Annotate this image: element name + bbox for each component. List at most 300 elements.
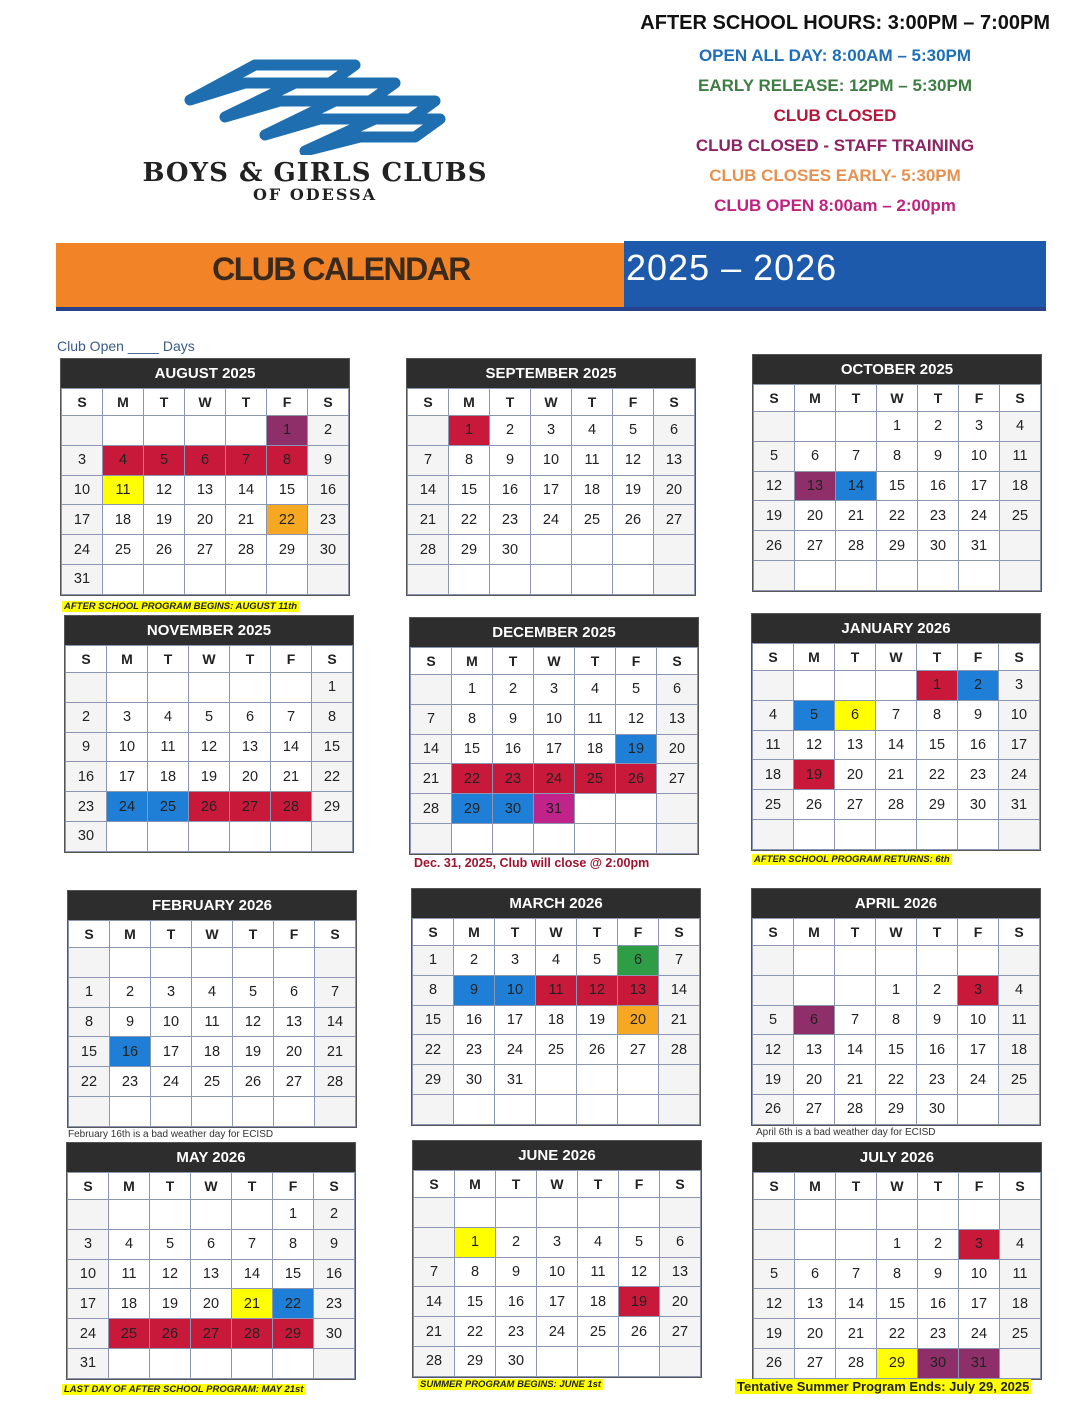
empty-day-cell bbox=[408, 416, 449, 446]
note-december: Dec. 31, 2025, Club will close @ 2:00pm bbox=[414, 856, 650, 870]
empty-day-cell bbox=[69, 1096, 110, 1126]
month-calendar bbox=[66, 1142, 356, 1380]
weekday-label: S bbox=[66, 646, 107, 673]
empty-day-cell bbox=[876, 946, 917, 976]
empty-day-cell bbox=[795, 412, 836, 442]
note-february: February 16th is a bad weather day for ECISD bbox=[68, 1129, 274, 1140]
day-cell: 4 bbox=[536, 946, 577, 976]
day-cell: 18 bbox=[103, 505, 144, 535]
weekday-label: T bbox=[151, 921, 192, 948]
empty-day-cell bbox=[958, 819, 999, 849]
empty-day-cell bbox=[191, 1348, 232, 1378]
weekday-label: T bbox=[495, 919, 536, 946]
day-cell: 10 bbox=[958, 1005, 999, 1035]
day-cell: 12 bbox=[619, 1257, 660, 1287]
month-calendar bbox=[411, 888, 701, 1126]
day-cell: 15 bbox=[312, 732, 353, 762]
weekday-label: T bbox=[496, 1171, 537, 1198]
day-cell: 23 bbox=[110, 1067, 151, 1097]
empty-day-cell bbox=[107, 821, 148, 851]
day-cell: 22 bbox=[312, 762, 353, 792]
empty-day-cell bbox=[918, 560, 959, 590]
day-cell: 9 bbox=[490, 445, 531, 475]
day-cell: 24 bbox=[534, 764, 575, 794]
day-cell: 25 bbox=[1000, 1319, 1041, 1349]
empty-day-cell bbox=[493, 823, 534, 853]
weekday-label: T bbox=[917, 919, 958, 946]
empty-day-cell bbox=[226, 416, 267, 446]
day-cell: 27 bbox=[795, 531, 836, 561]
day-cell: 5 bbox=[189, 702, 230, 732]
weekday-label: W bbox=[877, 1173, 918, 1200]
day-cell: 14 bbox=[414, 1287, 455, 1317]
day-cell: 20 bbox=[795, 501, 836, 531]
day-cell: 23 bbox=[496, 1317, 537, 1347]
day-cell: 28 bbox=[411, 794, 452, 824]
empty-day-cell bbox=[753, 975, 794, 1005]
day-cell: 13 bbox=[618, 975, 659, 1005]
day-cell: 20 bbox=[794, 1065, 835, 1095]
empty-day-cell bbox=[654, 535, 695, 565]
empty-day-cell bbox=[232, 1348, 273, 1378]
day-cell: 26 bbox=[794, 790, 835, 820]
day-cell: 12 bbox=[144, 475, 185, 505]
day-cell: 8 bbox=[413, 975, 454, 1005]
empty-day-cell bbox=[452, 823, 493, 853]
empty-day-cell bbox=[577, 1094, 618, 1124]
day-cell: 10 bbox=[68, 1259, 109, 1289]
day-cell: 23 bbox=[917, 1065, 958, 1095]
weekday-label: F bbox=[618, 919, 659, 946]
day-cell: 3 bbox=[495, 946, 536, 976]
day-cell: 8 bbox=[452, 704, 493, 734]
day-cell: 21 bbox=[226, 505, 267, 535]
day-cell: 1 bbox=[876, 975, 917, 1005]
empty-day-cell bbox=[274, 1096, 315, 1126]
empty-day-cell bbox=[958, 946, 999, 976]
day-cell: 13 bbox=[274, 1007, 315, 1037]
day-cell: 14 bbox=[876, 730, 917, 760]
weekday-label: S bbox=[413, 919, 454, 946]
day-cell: 24 bbox=[959, 1319, 1000, 1349]
day-cell: 15 bbox=[69, 1037, 110, 1067]
day-cell: 9 bbox=[918, 441, 959, 471]
day-cell: 16 bbox=[66, 762, 107, 792]
weekday-label: F bbox=[958, 644, 999, 671]
day-cell: 26 bbox=[144, 535, 185, 565]
day-cell: 9 bbox=[110, 1007, 151, 1037]
empty-day-cell bbox=[754, 412, 795, 442]
day-cell: 3 bbox=[151, 977, 192, 1007]
day-cell: 11 bbox=[1000, 1259, 1041, 1289]
empty-day-cell bbox=[414, 1227, 455, 1257]
empty-day-cell bbox=[876, 819, 917, 849]
day-cell: 6 bbox=[274, 977, 315, 1007]
empty-day-cell bbox=[572, 564, 613, 594]
day-cell: 9 bbox=[917, 1005, 958, 1035]
day-cell: 15 bbox=[455, 1287, 496, 1317]
banner-stripe bbox=[56, 307, 1046, 311]
day-cell: 8 bbox=[917, 700, 958, 730]
day-cell: 28 bbox=[232, 1319, 273, 1349]
empty-day-cell bbox=[918, 1200, 959, 1230]
month-title: APRIL 2026 bbox=[752, 889, 1040, 918]
day-cell: 4 bbox=[148, 702, 189, 732]
day-cell: 14 bbox=[835, 1035, 876, 1065]
day-cell: 17 bbox=[531, 475, 572, 505]
weekday-label: T bbox=[918, 1173, 959, 1200]
day-cell: 2 bbox=[308, 416, 349, 446]
weekday-label: T bbox=[572, 389, 613, 416]
day-cell: 14 bbox=[232, 1259, 273, 1289]
day-cell: 22 bbox=[455, 1317, 496, 1347]
club-logo bbox=[95, 55, 535, 215]
weekday-label: M bbox=[452, 648, 493, 675]
weekday-label: T bbox=[575, 648, 616, 675]
empty-day-cell bbox=[575, 823, 616, 853]
day-cell: 23 bbox=[66, 792, 107, 822]
weekday-label: F bbox=[271, 646, 312, 673]
day-cell: 13 bbox=[835, 730, 876, 760]
day-cell: 11 bbox=[578, 1257, 619, 1287]
empty-day-cell bbox=[795, 560, 836, 590]
weekday-label: S bbox=[659, 919, 700, 946]
month-title: JANUARY 2026 bbox=[752, 614, 1040, 643]
day-cell: 31 bbox=[62, 564, 103, 594]
day-cell: 30 bbox=[66, 821, 107, 851]
day-cell: 12 bbox=[577, 975, 618, 1005]
day-cell: 8 bbox=[267, 445, 308, 475]
day-cell: 18 bbox=[999, 1035, 1040, 1065]
day-cell: 7 bbox=[232, 1229, 273, 1259]
day-cell: 13 bbox=[185, 475, 226, 505]
note-january: AFTER SCHOOL PROGRAM RETURNS: 6th bbox=[754, 854, 950, 865]
day-cell: 23 bbox=[308, 505, 349, 535]
day-cell: 28 bbox=[836, 531, 877, 561]
day-cell: 14 bbox=[836, 471, 877, 501]
logo-subname: OF ODESSA bbox=[252, 185, 378, 204]
empty-day-cell bbox=[233, 948, 274, 978]
weekday-label: S bbox=[314, 1173, 355, 1200]
day-cell: 20 bbox=[185, 505, 226, 535]
calendar-title: CLUB CALENDAR bbox=[212, 251, 470, 287]
empty-day-cell bbox=[754, 1229, 795, 1259]
day-cell: 21 bbox=[411, 764, 452, 794]
day-cell: 8 bbox=[877, 441, 918, 471]
day-cell: 19 bbox=[150, 1289, 191, 1319]
day-cell: 5 bbox=[577, 946, 618, 976]
day-cell: 31 bbox=[999, 790, 1040, 820]
empty-day-cell bbox=[616, 823, 657, 853]
month-calendar bbox=[751, 613, 1041, 851]
day-cell: 18 bbox=[1000, 1289, 1041, 1319]
weekday-label: M bbox=[794, 644, 835, 671]
day-cell: 14 bbox=[408, 475, 449, 505]
empty-day-cell bbox=[490, 564, 531, 594]
month-calendar bbox=[67, 890, 357, 1128]
day-cell: 3 bbox=[62, 445, 103, 475]
day-cell: 6 bbox=[185, 445, 226, 475]
day-cell: 4 bbox=[192, 977, 233, 1007]
day-cell: 8 bbox=[449, 445, 490, 475]
day-cell: 12 bbox=[753, 1035, 794, 1065]
month-calendar bbox=[752, 1142, 1042, 1380]
day-cell: 30 bbox=[918, 531, 959, 561]
day-cell: 19 bbox=[613, 475, 654, 505]
empty-day-cell bbox=[68, 1200, 109, 1230]
day-cell: 29 bbox=[877, 1348, 918, 1378]
day-cell: 18 bbox=[148, 762, 189, 792]
calendar-year: 2025 – 2026 bbox=[626, 247, 838, 288]
day-cell: 30 bbox=[958, 790, 999, 820]
empty-day-cell bbox=[1000, 1348, 1041, 1378]
day-cell: 27 bbox=[660, 1317, 701, 1347]
weekday-label: S bbox=[62, 389, 103, 416]
day-cell: 21 bbox=[271, 762, 312, 792]
day-cell: 7 bbox=[411, 704, 452, 734]
empty-day-cell bbox=[454, 1094, 495, 1124]
empty-day-cell bbox=[836, 560, 877, 590]
empty-day-cell bbox=[531, 535, 572, 565]
day-cell: 26 bbox=[753, 1094, 794, 1124]
day-cell: 29 bbox=[267, 535, 308, 565]
empty-day-cell bbox=[151, 948, 192, 978]
day-cell: 11 bbox=[109, 1259, 150, 1289]
day-cell: 13 bbox=[795, 1289, 836, 1319]
day-cell: 17 bbox=[999, 730, 1040, 760]
day-cell: 28 bbox=[659, 1035, 700, 1065]
day-cell: 25 bbox=[999, 1065, 1040, 1095]
empty-day-cell bbox=[616, 794, 657, 824]
empty-day-cell bbox=[69, 948, 110, 978]
weekday-label: S bbox=[414, 1171, 455, 1198]
day-cell: 3 bbox=[999, 671, 1040, 701]
day-cell: 10 bbox=[959, 441, 1000, 471]
empty-day-cell bbox=[185, 416, 226, 446]
day-cell: 30 bbox=[308, 535, 349, 565]
empty-day-cell bbox=[411, 823, 452, 853]
weekday-label: T bbox=[233, 921, 274, 948]
day-cell: 6 bbox=[835, 700, 876, 730]
day-cell: 28 bbox=[836, 1348, 877, 1378]
day-cell: 19 bbox=[754, 501, 795, 531]
day-cell: 22 bbox=[877, 1319, 918, 1349]
day-cell: 20 bbox=[835, 760, 876, 790]
empty-day-cell bbox=[835, 671, 876, 701]
empty-day-cell bbox=[613, 535, 654, 565]
weekday-label: T bbox=[150, 1173, 191, 1200]
empty-day-cell bbox=[836, 1229, 877, 1259]
empty-day-cell bbox=[618, 1065, 659, 1095]
weekday-label: M bbox=[107, 646, 148, 673]
day-cell: 12 bbox=[794, 730, 835, 760]
empty-day-cell bbox=[794, 946, 835, 976]
empty-day-cell bbox=[315, 1096, 356, 1126]
day-cell: 3 bbox=[959, 1229, 1000, 1259]
weekday-label: M bbox=[795, 1173, 836, 1200]
day-cell: 9 bbox=[493, 704, 534, 734]
day-cell: 15 bbox=[877, 1289, 918, 1319]
day-cell: 27 bbox=[618, 1035, 659, 1065]
day-cell: 9 bbox=[496, 1257, 537, 1287]
calendar-banner bbox=[56, 241, 1046, 311]
weekday-label: M bbox=[103, 389, 144, 416]
day-cell: 15 bbox=[917, 730, 958, 760]
empty-day-cell bbox=[273, 1348, 314, 1378]
day-cell: 5 bbox=[150, 1229, 191, 1259]
day-cell: 29 bbox=[876, 1094, 917, 1124]
month-title: DECEMBER 2025 bbox=[410, 618, 698, 647]
empty-day-cell bbox=[753, 819, 794, 849]
day-cell: 6 bbox=[660, 1227, 701, 1257]
day-cell: 19 bbox=[577, 1005, 618, 1035]
day-cell: 2 bbox=[66, 702, 107, 732]
day-cell: 23 bbox=[918, 501, 959, 531]
day-cell: 14 bbox=[226, 475, 267, 505]
day-cell: 18 bbox=[753, 760, 794, 790]
empty-day-cell bbox=[1000, 560, 1041, 590]
empty-day-cell bbox=[107, 673, 148, 703]
day-cell: 29 bbox=[877, 531, 918, 561]
day-cell: 23 bbox=[314, 1289, 355, 1319]
empty-day-cell bbox=[577, 1065, 618, 1095]
day-cell: 22 bbox=[413, 1035, 454, 1065]
empty-day-cell bbox=[315, 948, 356, 978]
day-cell: 9 bbox=[958, 700, 999, 730]
weekday-label: S bbox=[754, 385, 795, 412]
weekday-label: M bbox=[110, 921, 151, 948]
day-cell: 27 bbox=[230, 792, 271, 822]
empty-day-cell bbox=[413, 1094, 454, 1124]
month-calendar bbox=[412, 1140, 702, 1378]
empty-day-cell bbox=[836, 1200, 877, 1230]
weekday-label: F bbox=[274, 921, 315, 948]
empty-day-cell bbox=[836, 412, 877, 442]
day-cell: 21 bbox=[835, 1065, 876, 1095]
empty-day-cell bbox=[230, 673, 271, 703]
empty-day-cell bbox=[150, 1348, 191, 1378]
weekday-label: S bbox=[411, 648, 452, 675]
month-title: NOVEMBER 2025 bbox=[65, 616, 353, 645]
empty-day-cell bbox=[795, 1200, 836, 1230]
day-cell: 29 bbox=[312, 792, 353, 822]
day-cell: 13 bbox=[794, 1035, 835, 1065]
day-cell: 24 bbox=[107, 792, 148, 822]
day-cell: 17 bbox=[534, 734, 575, 764]
day-cell: 8 bbox=[455, 1257, 496, 1287]
day-cell: 16 bbox=[314, 1259, 355, 1289]
day-cell: 16 bbox=[496, 1287, 537, 1317]
day-cell: 25 bbox=[753, 790, 794, 820]
day-cell: 18 bbox=[578, 1287, 619, 1317]
empty-day-cell bbox=[999, 946, 1040, 976]
legend-line-0: AFTER SCHOOL HOURS: 3:00PM – 7:00PM bbox=[640, 12, 1050, 34]
day-cell: 17 bbox=[959, 1289, 1000, 1319]
day-cell: 14 bbox=[315, 1007, 356, 1037]
day-cell: 24 bbox=[62, 535, 103, 565]
weekday-label: S bbox=[69, 921, 110, 948]
day-cell: 15 bbox=[273, 1259, 314, 1289]
weekday-label: T bbox=[226, 389, 267, 416]
weekday-label: T bbox=[577, 919, 618, 946]
empty-day-cell bbox=[314, 1348, 355, 1378]
empty-day-cell bbox=[110, 1096, 151, 1126]
empty-day-cell bbox=[408, 564, 449, 594]
weekday-label: T bbox=[144, 389, 185, 416]
empty-day-cell bbox=[144, 416, 185, 446]
weekday-label: W bbox=[876, 919, 917, 946]
day-cell: 18 bbox=[575, 734, 616, 764]
weekday-label: W bbox=[536, 919, 577, 946]
weekday-label: T bbox=[836, 1173, 877, 1200]
day-cell: 2 bbox=[958, 671, 999, 701]
empty-day-cell bbox=[233, 1096, 274, 1126]
day-cell: 2 bbox=[496, 1227, 537, 1257]
day-cell: 8 bbox=[877, 1259, 918, 1289]
empty-day-cell bbox=[999, 1094, 1040, 1124]
day-cell: 24 bbox=[958, 1065, 999, 1095]
day-cell: 16 bbox=[917, 1035, 958, 1065]
day-cell: 1 bbox=[877, 1229, 918, 1259]
day-cell: 8 bbox=[312, 702, 353, 732]
empty-day-cell bbox=[148, 821, 189, 851]
day-cell: 5 bbox=[613, 416, 654, 446]
empty-day-cell bbox=[110, 948, 151, 978]
day-cell: 1 bbox=[449, 416, 490, 446]
day-cell: 6 bbox=[191, 1229, 232, 1259]
empty-day-cell bbox=[185, 564, 226, 594]
month-title: SEPTEMBER 2025 bbox=[407, 359, 695, 388]
day-cell: 31 bbox=[68, 1348, 109, 1378]
day-cell: 20 bbox=[618, 1005, 659, 1035]
day-cell: 17 bbox=[959, 471, 1000, 501]
day-cell: 3 bbox=[958, 975, 999, 1005]
day-cell: 12 bbox=[189, 732, 230, 762]
empty-day-cell bbox=[578, 1346, 619, 1376]
month-calendar bbox=[409, 617, 699, 855]
day-cell: 5 bbox=[233, 977, 274, 1007]
legend-line-2: EARLY RELEASE: 12PM – 5:30PM bbox=[698, 76, 972, 95]
weekday-label: T bbox=[918, 385, 959, 412]
day-cell: 24 bbox=[151, 1067, 192, 1097]
day-cell: 10 bbox=[62, 475, 103, 505]
empty-day-cell bbox=[103, 416, 144, 446]
weekday-label: F bbox=[959, 1173, 1000, 1200]
day-cell: 1 bbox=[917, 671, 958, 701]
day-cell: 27 bbox=[185, 535, 226, 565]
day-cell: 25 bbox=[192, 1067, 233, 1097]
day-cell: 21 bbox=[315, 1037, 356, 1067]
day-cell: 12 bbox=[150, 1259, 191, 1289]
empty-day-cell bbox=[654, 564, 695, 594]
day-cell: 6 bbox=[795, 1259, 836, 1289]
day-cell: 1 bbox=[312, 673, 353, 703]
day-cell: 10 bbox=[999, 700, 1040, 730]
day-cell: 19 bbox=[189, 762, 230, 792]
day-cell: 16 bbox=[110, 1037, 151, 1067]
day-cell: 2 bbox=[918, 412, 959, 442]
day-cell: 21 bbox=[836, 1319, 877, 1349]
day-cell: 10 bbox=[151, 1007, 192, 1037]
empty-day-cell bbox=[495, 1094, 536, 1124]
day-cell: 2 bbox=[490, 416, 531, 446]
day-cell: 26 bbox=[189, 792, 230, 822]
day-cell: 24 bbox=[531, 505, 572, 535]
day-cell: 29 bbox=[413, 1065, 454, 1095]
day-cell: 3 bbox=[68, 1229, 109, 1259]
day-cell: 19 bbox=[144, 505, 185, 535]
day-cell: 28 bbox=[315, 1067, 356, 1097]
